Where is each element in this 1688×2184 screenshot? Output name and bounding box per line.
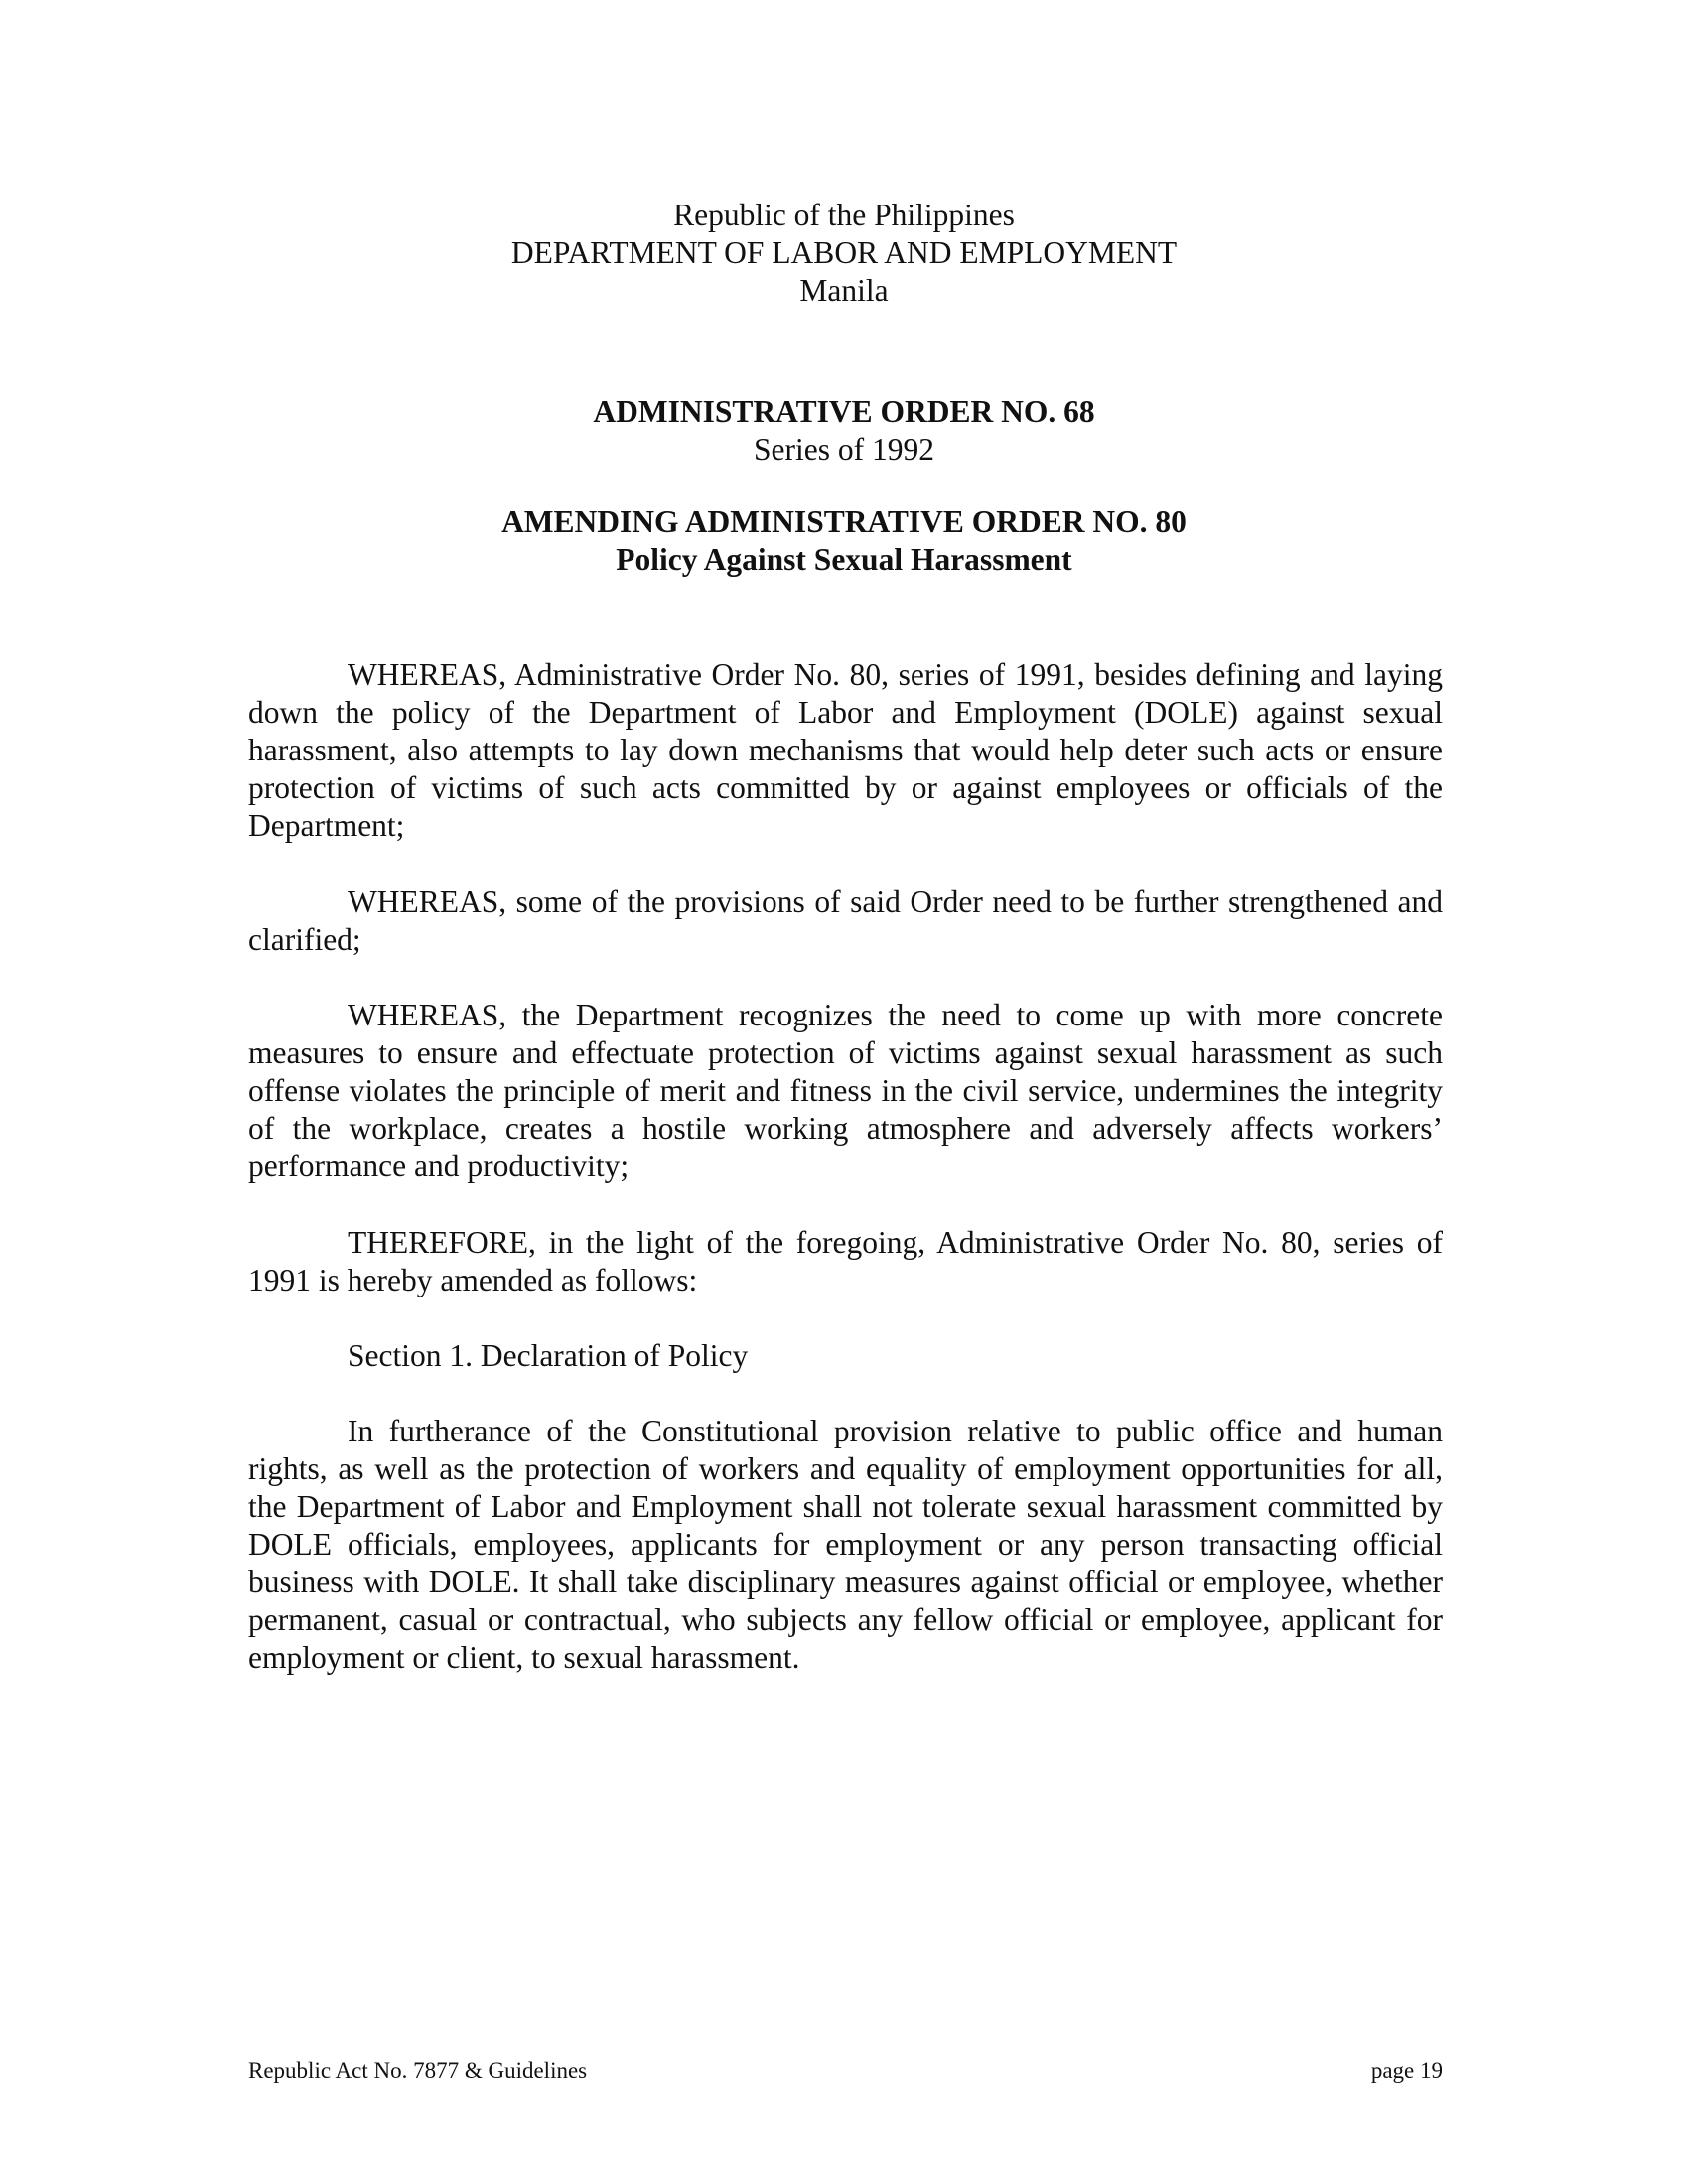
paragraph-text: WHEREAS, the Department recognizes the need to come up with more concrete measures to ensure and effectuate protection of victims against sexual harassment as such offense violates the principle of merit and fitness in the civil service, undermines the integrity of the workplace, creates a hostile working atmosphere and adversely affects workers’ performance and productivity; [248, 998, 1443, 1183]
paragraph-text: THEREFORE, in the light of the foregoing, Administrative Order No. 80, series of 1991 is hereby amended as follows: [248, 1225, 1443, 1297]
paragraph-policy [248, 1413, 1443, 1677]
paragraph-therefore [248, 1224, 1443, 1299]
footer-document-title: Republic Act No. 7877 & Guidelines [248, 2058, 588, 2083]
paragraph-whereas-3 [248, 997, 1443, 1185]
page-number: page 19 [1370, 2058, 1443, 2083]
section-heading [248, 1337, 1443, 1375]
subject-title: AMENDING ADMINISTRATIVE ORDER NO. 80 [501, 504, 1187, 539]
paragraph-whereas-2 [248, 884, 1443, 959]
paragraph-text: WHEREAS, some of the provisions of said Order need to be further strengthened and clarified; [248, 885, 1443, 957]
section-title: Section 1. Declaration of Policy [348, 1338, 749, 1373]
order-series: Series of 1992 [754, 432, 934, 467]
paragraph-whereas-1 [248, 656, 1443, 845]
letterhead-city: Manila [799, 273, 889, 308]
subject-subtitle: Policy Against Sexual Harassment [616, 542, 1072, 577]
order-title: ADMINISTRATIVE ORDER NO. 68 [593, 394, 1095, 429]
letterhead [0, 197, 1688, 310]
subject-heading [0, 503, 1688, 579]
paragraph-text: WHEREAS, Administrative Order No. 80, series of 1991, besides defining and laying down the policy of the Department of Labor and Employment (DOLE) against sexual harassment, also attempts to lay down mechanisms that would help deter such acts or ensure protection of victims of such acts committed by or against employees or officials of the Department; [248, 657, 1443, 843]
paragraph-text: In furtherance of the Constitutional provision relative to public office and human rights, as well as the protection of workers and equality of employment opportunities for all, the Department of Labor and Employment shall not tolerate sexual harassment committed by DOLE officials, employees, applicants for employment or any person transacting official business with DOLE. It shall take disciplinary measures against official or employee, whether permanent, casual or contractual, who subjects any fellow official or employee, applicant for employment or client, to sexual harassment. [248, 1414, 1443, 1675]
letterhead-country: Republic of the Philippines [673, 198, 1015, 232]
order-heading [0, 393, 1688, 469]
letterhead-department: DEPARTMENT OF LABOR AND EMPLOYMENT [510, 235, 1178, 270]
